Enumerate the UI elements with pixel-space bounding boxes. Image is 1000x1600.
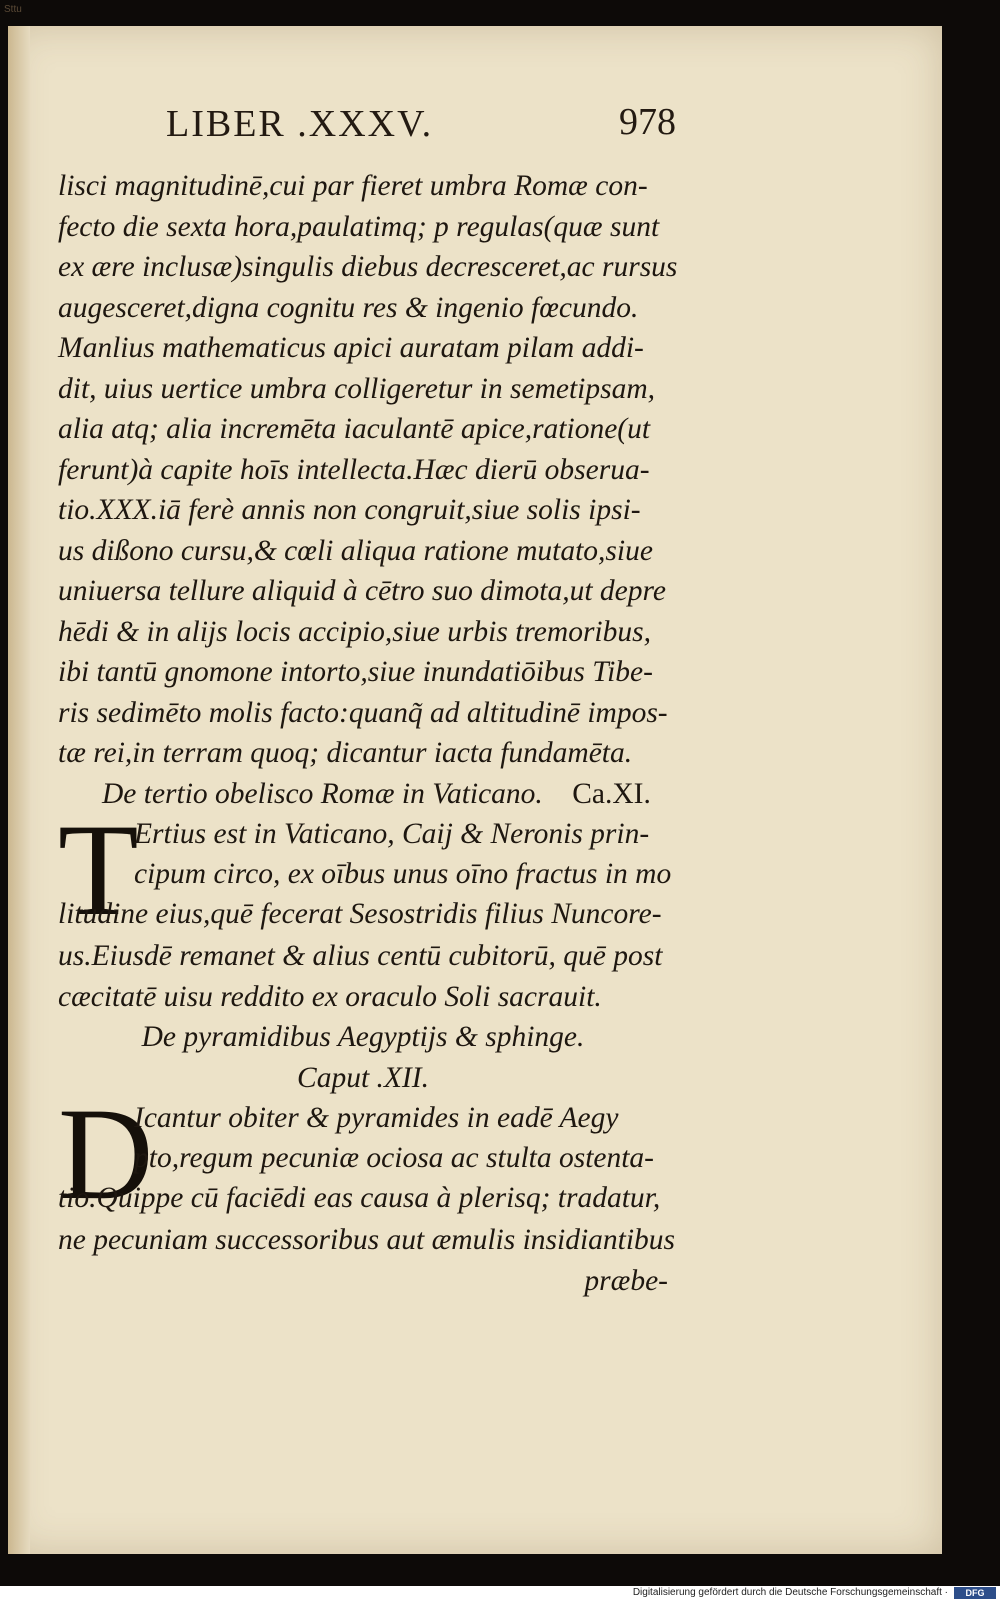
chapter-number: Caput .XII. <box>297 1061 429 1094</box>
chapter-title: De tertio obelisco Romæ in Vaticano. <box>102 777 543 810</box>
running-head: LIBER .XXXV. <box>166 103 434 145</box>
text-line: tæ rei,in terram quoq; dicantur iacta fundamēta. <box>58 737 633 769</box>
text-line: litudine eius,quē fecerat Sesostridis filius Nuncore- <box>58 898 662 930</box>
chapter-heading: De pyramidibus Aegyptijs & sphinge. <box>141 1021 585 1053</box>
text-line: ibi tantū gnomone intorto,siue inundatiōibus Tibe- <box>58 656 653 688</box>
page-number: 978 <box>619 101 676 143</box>
text-line: tio.XXX.iā ferè annis non congruit,siue solis ipsi- <box>58 494 641 526</box>
text-line: lisci magnitudinē,cui par fieret umbra Romæ con- <box>58 170 648 202</box>
text-line: cæcitatē uisu reddito ex oraculo Soli sacrauit. <box>58 980 602 1013</box>
text-line: ferunt)à capite hoīs intellecta.Hæc dierū obserua- <box>58 453 650 486</box>
chapter-number: Ca.XI. <box>572 777 651 810</box>
page-gutter <box>8 26 30 1554</box>
drop-cap: D <box>58 1080 154 1227</box>
text-line: pto,regum pecuniæ ociosa ac stulta ostenta- <box>134 1142 655 1174</box>
text-line: fecto die sexta hora,paulatimq; p regulas(quæ sunt <box>58 210 660 243</box>
text-line: Manlius mathematicus apici auratam pilam addi- <box>58 332 644 364</box>
text-line: us.Eiusdē remanet & alius centū cubitorū, quē post <box>58 940 663 972</box>
scan-mark: Sttu <box>4 4 22 15</box>
text-line: us dißono cursu,& cœli aliqua ratione mutato,siue <box>58 534 653 567</box>
text-line: ris sedimēto molis facto:quanq̃ ad altitudinē impos- <box>58 696 668 729</box>
chapter-opening <box>58 1080 668 1227</box>
text-line: dit, uius uertice umbra colligeretur in semetipsam, <box>58 372 656 405</box>
body-text <box>58 166 678 1301</box>
catchword: præbe- <box>584 1264 668 1297</box>
text-line: ne pecuniam successoribus aut æmulis insidiantibus <box>58 1224 676 1256</box>
text-line: Ertius est in Vaticano, Caij & Neronis prin- <box>134 818 650 850</box>
digitization-credit: Digitalisierung gefördert durch die Deutsche Forschungsgemeinschaft · <box>632 1587 948 1598</box>
text-line: hēdi & in alijs locis accipio,siue urbis tremoribus, <box>58 615 651 648</box>
text-line: cipum circo, ex oībus unus oīno fractus in mo <box>134 858 672 890</box>
page-header <box>166 92 676 152</box>
text-line: ex ære inclusæ)singulis diebus decresceret,ac rursus <box>58 251 678 283</box>
chapter-opening <box>58 796 672 943</box>
text-line: alia atq; alia incremēta iaculantē apice,ratione(ut <box>58 413 651 445</box>
text-line: augesceret,digna cognitu res & ingenio fœcundo. <box>58 291 639 324</box>
drop-cap: T <box>58 796 139 943</box>
chapter-heading <box>58 774 668 815</box>
dfg-logo: DFG <box>954 1587 996 1599</box>
text-line: uniuersa tellure aliquid à cētro suo dimota,ut depre <box>58 575 666 607</box>
text-line: tio.Quippe cū faciēdi eas causa à plerisq; tradatur, <box>58 1182 661 1214</box>
text-line: Icantur obiter & pyramides in eadē Aegy <box>134 1102 619 1134</box>
